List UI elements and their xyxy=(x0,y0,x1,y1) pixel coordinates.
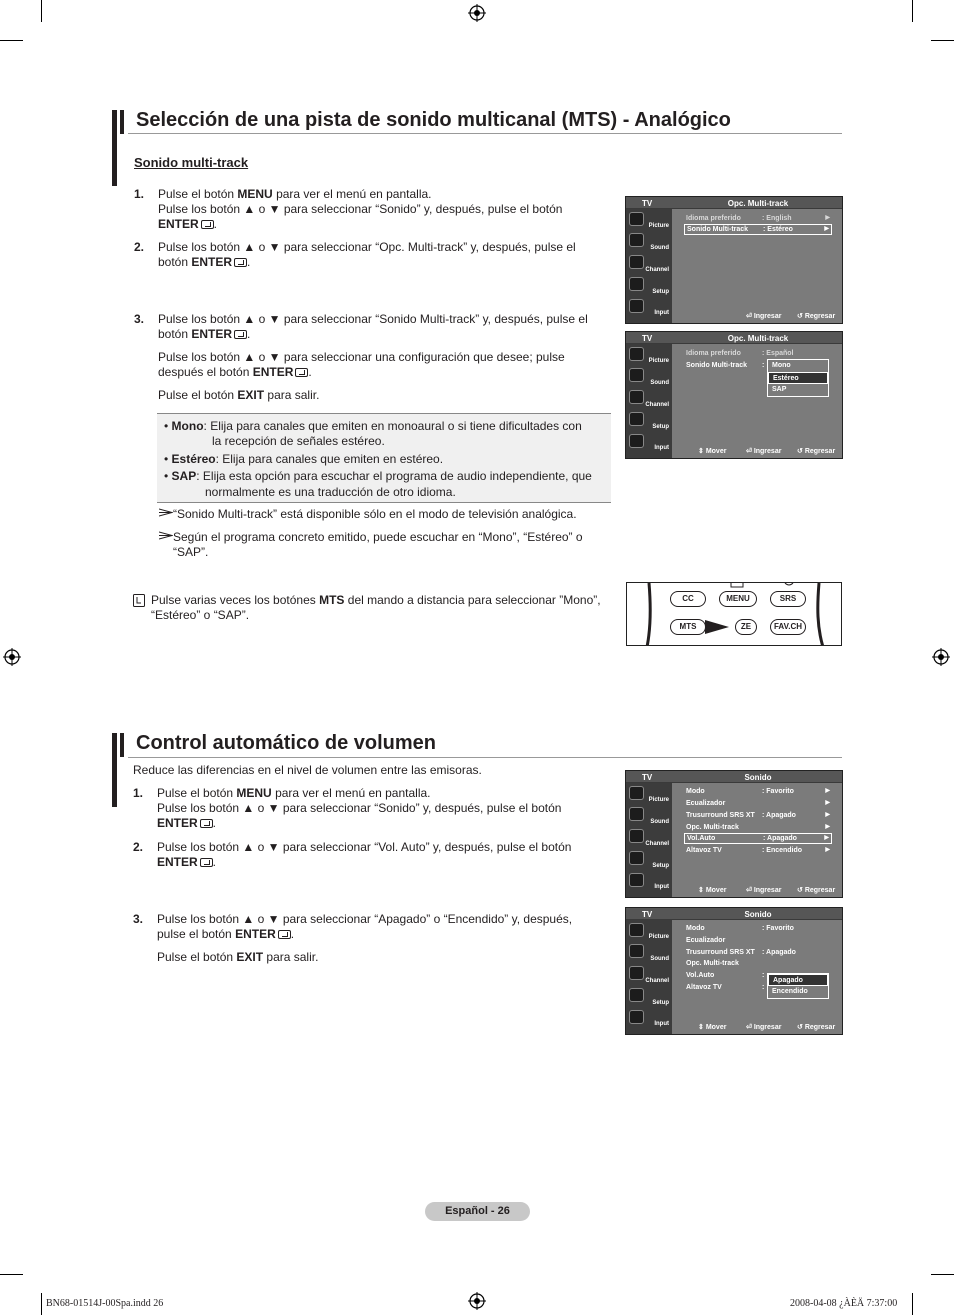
tip-arrow-icon xyxy=(159,531,173,540)
crop-mark xyxy=(912,0,913,22)
section-bar xyxy=(120,110,124,134)
registration-mark-icon xyxy=(3,648,21,666)
tv-foot-enter: ⏎ Ingresar xyxy=(746,887,782,894)
setup-icon xyxy=(629,277,644,291)
channel-icon xyxy=(629,966,644,980)
step-text: Pulse el botón MENU para ver el menú en pantalla. Pulse los botón ▲ o ▼ para seleccionar “Sonido” y, después, pulse el botón ENTER . xyxy=(157,786,562,830)
picture-icon xyxy=(629,923,644,937)
enter-icon xyxy=(295,368,308,377)
tip-arrow-icon xyxy=(159,508,173,517)
tv-label: TV xyxy=(642,199,653,208)
tv-screen-sound-2: TV Sonido Picture Sound Channel Setup Input Modo : Favorito Ecualizador Trusurround SRS XT : Apagado Opc. Multi-track Vol.Auto : Altavoz TV : Apagado Encendido ⇕ Mover ⏎ Ingresar ↺ Regresar xyxy=(625,907,843,1035)
tv-header xyxy=(626,332,842,344)
registration-mark-icon xyxy=(468,4,486,22)
step-number: 3. xyxy=(134,312,145,326)
step-text: Pulse los botón ▲ o ▼ para seleccionar “Vol. Auto” y, después, pulse el botón ENTER . xyxy=(157,840,572,869)
tv-menu-title: Sonido xyxy=(744,773,772,782)
section-divider xyxy=(128,133,842,134)
remote-illustration xyxy=(626,582,842,646)
step-text: Pulse el botón MENU para ver el menú en pantalla. Pulse los botón ▲ o ▼ para seleccionar “Sonido” y, después, pulse el botón ENTER . xyxy=(158,187,563,231)
tv-screen-sound-1: TV Sonido Picture Sound Channel Setup Input Modo : Favorito ▶ Ecualizador ▶ Trusurround SRS XT : Apagado ▶ Opc. Multi-track ▶ Vol.Auto : Apagado ▶ Altavoz TV : Encendido ▶ ⇕ Mover ⏎ Ingresar ↺ Regresar xyxy=(625,770,843,898)
channel-icon xyxy=(629,390,644,404)
channel-icon xyxy=(629,255,644,269)
tv-foot-enter: ⏎ Ingresar xyxy=(746,313,782,320)
crop-mark xyxy=(0,1274,23,1275)
tv-row-selected: Vol.Auto : Apagado ▶ xyxy=(684,833,832,844)
tv-dropdown xyxy=(767,973,829,999)
dropdown-option-selected: Estéreo xyxy=(768,372,828,384)
tv-dropdown xyxy=(767,359,829,397)
input-icon xyxy=(629,299,644,313)
tv-sidebar: Picture Sound Channel Setup Input xyxy=(626,783,672,897)
note-mono-cont: la recepción de señales estéreo. xyxy=(212,434,385,448)
sound-icon xyxy=(629,368,644,382)
setup-icon xyxy=(629,851,644,865)
tv-foot-move: ⇕ Mover xyxy=(698,448,727,455)
section-bar xyxy=(112,110,117,186)
enter-icon xyxy=(234,330,247,339)
step-number: 2. xyxy=(133,840,144,854)
input-icon xyxy=(629,434,644,448)
tip-text: “Sonido Multi-track” está disponible sólo en el modo de televisión analógica. xyxy=(173,507,577,521)
tv-foot-enter: ⏎ Ingresar xyxy=(746,1024,782,1031)
crop-mark xyxy=(931,40,954,41)
sound-icon xyxy=(629,807,644,821)
step-text: Pulse los botón ▲ o ▼ para seleccionar “Sonido Multi-track” y, después, pulse el botón ENTER . xyxy=(158,312,588,341)
tv-menu-title: Opc. Multi-track xyxy=(727,334,789,343)
tv-foot-return: ↺ Regresar xyxy=(797,448,836,455)
enter-icon xyxy=(201,220,214,229)
tv-foot-enter: ⏎ Ingresar xyxy=(746,448,782,455)
enter-icon xyxy=(200,819,213,828)
menu-button[interactable]: MENU xyxy=(719,591,757,607)
fav-ch-button[interactable]: FAV.CH xyxy=(770,619,806,635)
dropdown-option: Mono xyxy=(772,362,791,369)
note-sap: • SAP: Elija esta opción para escuchar el programa de audio independiente, que xyxy=(164,469,592,483)
input-icon xyxy=(629,1010,644,1024)
tv-sidebar: Picture Sound Channel Setup Input xyxy=(626,209,672,323)
note-sap-cont: normalmente es una traducción de otro idioma. xyxy=(205,485,456,499)
crop-mark xyxy=(41,1293,42,1315)
remote-note-icon xyxy=(133,594,145,607)
enter-icon xyxy=(200,858,213,867)
tv-sidebar: Picture Sound Channel Setup Input xyxy=(626,920,672,1034)
step-number: 3. xyxy=(133,912,144,926)
channel-icon xyxy=(629,829,644,843)
tv-menu-title: Opc. Multi-track xyxy=(727,199,789,208)
tv-foot-move: ⇕ Mover xyxy=(698,887,727,894)
tv-header xyxy=(626,908,842,920)
step-text: Pulse los botón ▲ o ▼ para seleccionar una configuración que desee; pulse después el botón ENTER . xyxy=(158,350,565,379)
registration-mark-icon xyxy=(932,648,950,666)
sound-icon xyxy=(629,944,644,958)
step-number: 2. xyxy=(134,240,145,254)
ze-button[interactable]: ZE xyxy=(735,619,757,635)
input-icon xyxy=(629,873,644,887)
registration-mark-icon xyxy=(468,1292,486,1310)
tv-foot-return: ↺ Regresar xyxy=(797,887,836,894)
section-divider xyxy=(128,757,842,758)
step-text: Pulse el botón EXIT para salir. xyxy=(158,388,320,402)
page-number: Español - 26 xyxy=(425,1202,530,1221)
enter-icon xyxy=(278,930,291,939)
tv-foot-move: ⇕ Mover xyxy=(698,1024,727,1031)
tip-text: Según el programa concreto emitido, puede escuchar en “Mono”, “Estéreo” o “SAP”. xyxy=(173,530,583,559)
tv-header xyxy=(626,197,842,209)
tv-row-selected: Sonido Multi-track : Estéreo ▶ xyxy=(684,224,832,235)
step-text: Pulse los botón ▲ o ▼ para seleccionar “Opc. Multi-track” y, después, pulse el botón ENTER . xyxy=(158,240,576,269)
crop-mark xyxy=(41,0,42,22)
note-mono: • Mono: Elija para canales que emiten en monoaural o si tiene dificultades con xyxy=(164,419,582,433)
section-title: Control automático de volumen xyxy=(136,732,437,754)
dropdown-option-selected: Apagado xyxy=(768,974,828,986)
dropdown-option: SAP xyxy=(772,386,787,393)
subtitle: Sonido multi-track xyxy=(134,155,249,170)
step-text: Pulse el botón EXIT para salir. xyxy=(157,950,319,964)
file-imprint: BN68-01514J-00Spa.indd 26 xyxy=(46,1298,164,1309)
tv-screen-multitrack-1: TV Opc. Multi-track Picture Sound Channel Setup Input Idioma preferido : English ▶ Sonido Multi-track : Estéreo ▶ ⏎ Ingresar ↺ Regresar xyxy=(625,196,843,324)
setup-icon xyxy=(629,412,644,426)
step-number: 1. xyxy=(134,187,145,201)
tv-screen-multitrack-2: TV Opc. Multi-track Picture Sound Channel Setup Input Idioma preferido : Español Sonido Multi-track : Mono Estéreo SAP ⇕ Mover ⏎ Ingresar ↺ Regresar xyxy=(625,331,843,459)
step-text: Pulse los botón ▲ o ▼ para seleccionar “Apagado” o “Encendido” y, después, pulse el botón ENTER . xyxy=(157,912,573,941)
tv-label: TV xyxy=(642,910,653,919)
tv-menu-title: Sonido xyxy=(744,910,772,919)
date-imprint: 2008-04-08 ¿ÀÈÄ 7:37:00 xyxy=(790,1298,898,1309)
picture-icon xyxy=(629,212,644,226)
note-estereo: • Estéreo: Elija para canales que emiten en estéreo. xyxy=(164,452,444,466)
tv-label: TV xyxy=(642,334,653,343)
tv-sidebar: Picture Sound Channel Setup Input xyxy=(626,344,672,458)
cc-button[interactable]: CC xyxy=(670,591,706,607)
mts-button[interactable]: MTS xyxy=(670,619,706,635)
tv-foot-return: ↺ Regresar xyxy=(797,1024,836,1031)
srs-button[interactable]: SRS xyxy=(770,591,806,607)
step-number: 1. xyxy=(133,786,144,800)
dropdown-option: Encendido xyxy=(772,988,808,995)
crop-mark xyxy=(0,40,23,41)
tv-foot-return: ↺ Regresar xyxy=(797,313,836,320)
picture-icon xyxy=(629,786,644,800)
tv-label: TV xyxy=(642,773,653,782)
section-bar xyxy=(112,733,117,807)
tv-header xyxy=(626,771,842,783)
enter-icon xyxy=(234,258,247,267)
sound-icon xyxy=(629,233,644,247)
intro-text: Reduce las diferencias en el nivel de volumen entre las emisoras. xyxy=(133,763,482,777)
section-bar xyxy=(120,733,124,757)
section-title: Selección de una pista de sonido multicanal (MTS) - Analógico xyxy=(136,109,731,131)
setup-icon xyxy=(629,988,644,1002)
picture-icon xyxy=(629,347,644,361)
crop-mark xyxy=(912,1293,913,1315)
remote-note-text: Pulse varias veces los botónes MTS del mando a distancia para seleccionar ”Mono”, “Estéreo” o “SAP”. xyxy=(151,593,601,622)
crop-mark xyxy=(931,1274,954,1275)
